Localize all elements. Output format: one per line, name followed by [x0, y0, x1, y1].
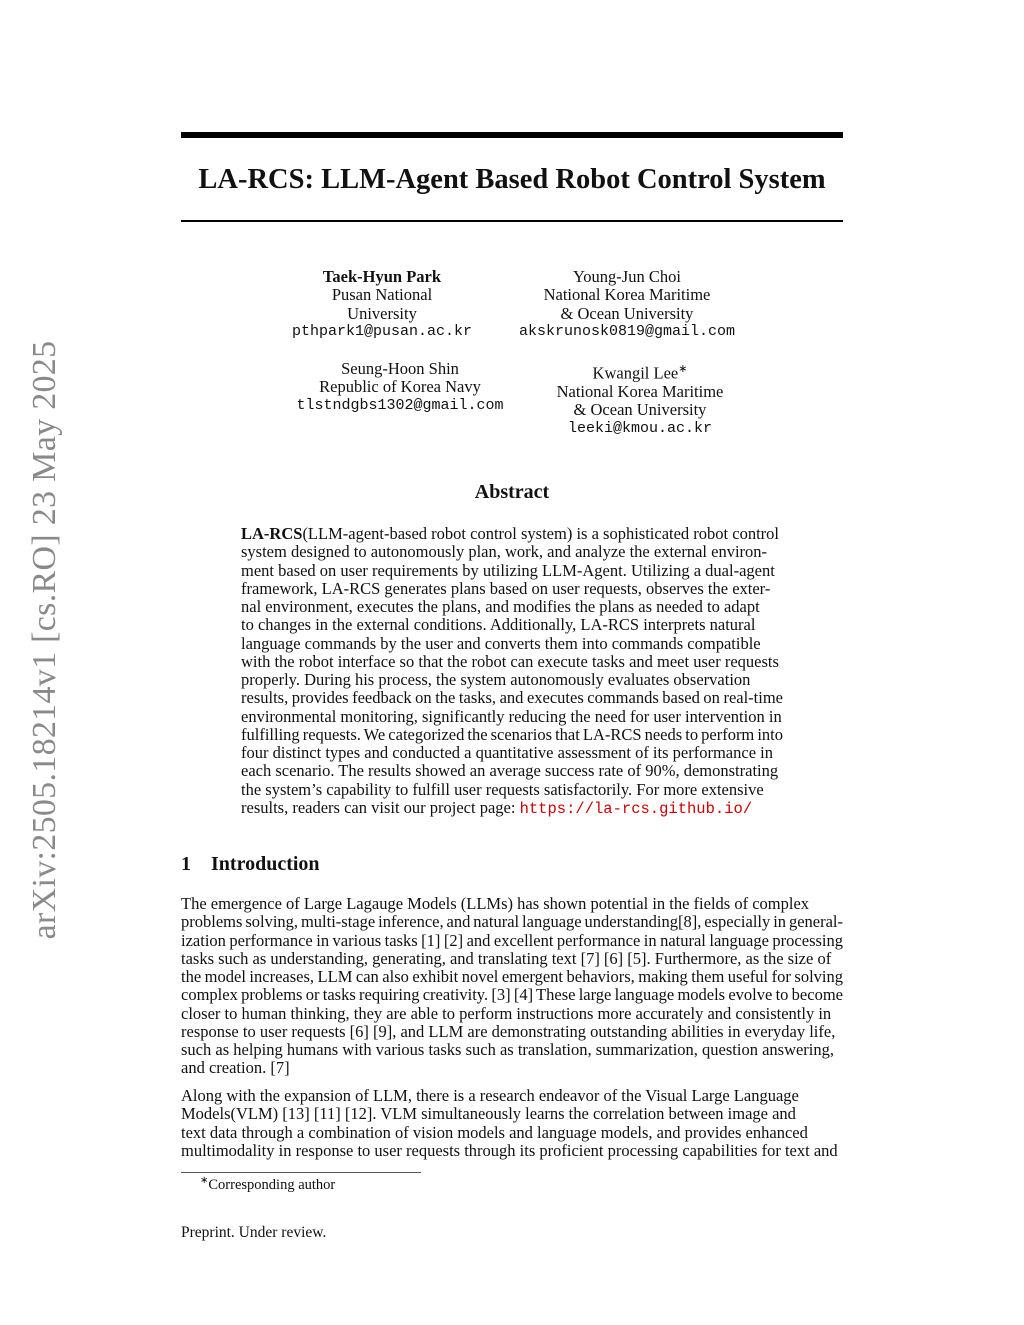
author-name: Seung-Hoon Shin [341, 359, 459, 378]
text-line [241, 708, 783, 726]
author-name: Young-Jun Choi [573, 267, 681, 286]
author-affiliation: Republic of Korea Navy [319, 377, 481, 397]
text-line: response to user requests [6] [9], and LLM are demonstrating outstanding abilities in everyday life, [181, 1021, 836, 1041]
text-line: such as helping humans with various tasks such as translation, summarization, question answering, [181, 1040, 835, 1060]
paragraph [181, 1087, 843, 1160]
text-line: closer to human thinking, they are able to perform instructions more accurately and consistently in [181, 1003, 832, 1023]
text-line: and creation. [7] [181, 1058, 290, 1078]
author-affiliation: University [347, 303, 417, 323]
author-name [557, 360, 724, 383]
author-affiliation: Pusan National [331, 285, 433, 305]
text-line: Along with the expansion of LLM, there is a research endeavor of the Visual Large Language [181, 1086, 799, 1105]
footnote [200, 1175, 335, 1194]
text-line [241, 635, 783, 653]
line-text: properly. During his process, the system autonomously evaluates observation [241, 670, 751, 690]
footnote-text: Corresponding author [208, 1176, 336, 1193]
text-line: text data through a combination of vision models and language models, and provides enhanced [181, 1122, 808, 1142]
footnote-rule [181, 1172, 421, 1173]
text-line: problems solving, multi-stage inference, and natural language understanding[8], especially in general- [181, 912, 843, 932]
text-line [241, 525, 783, 543]
line-text: the system’s capability to fulfill user requests satisfactorily. For more extensive [241, 779, 764, 799]
arxiv-identifier: arXiv:2505.18214v1 [cs.RO] 23 May 2025 [26, 340, 63, 940]
title-rule-bottom [181, 220, 843, 222]
line-text: language commands by the user and converts them into commands compatible [241, 633, 761, 653]
author-email[interactable]: pthpark1@pusan.ac.kr [291, 323, 473, 341]
line-text: to changes in the external conditions. Additionally, LA-RCS interprets natural [241, 615, 756, 635]
line-text: ment based on user requirements by utilizing LLM-Agent. Utilizing a dual-agent [241, 560, 775, 580]
author-name: Taek-Hyun Park [322, 267, 442, 286]
author-name-text: Kwangil Lee [592, 363, 679, 383]
text-line: ization performance in various tasks [1] [2] and excellent performance in natural language processing [181, 930, 843, 950]
text-line [241, 799, 783, 817]
text-line [241, 562, 783, 580]
line-text: results, provides feedback on the tasks, and executes commands based on real-time [241, 688, 783, 708]
line-text: each scenario. The results showed an average success rate of 90%, demonstrating [241, 761, 779, 781]
title-rule-top [181, 132, 843, 138]
section-number: 1 [181, 853, 191, 875]
text-line [241, 781, 783, 799]
author-block [296, 360, 503, 415]
section-heading [181, 853, 320, 876]
line-text: (LLM-agent-based robot control system) is a sophisticated robot control [302, 524, 779, 543]
line-text: environmental monitoring, significantly reducing the need for user intervention in [241, 706, 782, 726]
text-line: complex problems or tasks requiring creativity. [3] [4] These large language models evolve to become [181, 985, 843, 1005]
author-affiliation: National Korea Maritime [556, 381, 724, 401]
preprint-note: Preprint. Under review. [181, 1224, 327, 1241]
text-line [241, 598, 783, 616]
text-line [241, 653, 783, 671]
author-email[interactable]: tlstndgbs1302@gmail.com [296, 396, 504, 414]
author-block [292, 268, 472, 342]
line-text: four distinct types and conducted a quantitative assessment of its performance in [241, 743, 773, 763]
line-text: results, readers can visit our project page: [241, 797, 520, 817]
line-text: nal environment, executes the plans, and modifies the plans as needed to adapt [241, 597, 760, 617]
abstract-heading: Abstract [474, 481, 550, 503]
author-block [557, 360, 724, 438]
text-line [241, 671, 783, 689]
text-line [241, 744, 783, 762]
footnote-mark: ∗ [200, 1175, 209, 1186]
text-line [241, 689, 783, 707]
text-line: the model increases, LLM can also exhibit novel emergent behaviors, making them useful for solving [181, 967, 843, 987]
author-affiliation: & Ocean University [573, 400, 707, 420]
abstract-body [241, 525, 783, 817]
author-email[interactable]: akskrunosk0819@gmail.com [518, 323, 736, 341]
author-block [519, 268, 735, 342]
text-line: Models(VLM) [13] [11] [12]. VLM simultaneously learns the correlation between image and [181, 1104, 796, 1124]
author-affiliation: National Korea Maritime [543, 285, 711, 305]
author-affiliation: & Ocean University [560, 303, 694, 323]
text-line: The emergence of Large Lagauge Models (LLMs) has shown potential in the fields of complex [181, 894, 810, 913]
section-title: Introduction [211, 853, 320, 875]
text-line [241, 580, 783, 598]
text-line: multimodality in response to user requests through its proficient processing capabilities for text and [181, 1140, 838, 1160]
line-text: fulfilling requests. We categorized the scenarios that LA-RCS needs to perform into [241, 724, 783, 744]
abstract-lead: LA-RCS [241, 524, 303, 543]
text-line [241, 543, 783, 561]
paragraph [181, 895, 843, 1078]
author-email[interactable]: leeki@kmou.ac.kr [567, 419, 713, 437]
text-line [241, 726, 783, 744]
footnote-mark[interactable]: ∗ [678, 363, 688, 375]
line-text: with the robot interface so that the robot can execute tasks and meet user requests [241, 651, 779, 671]
project-page-link[interactable]: https://la-rcs.github.io/ [519, 799, 753, 818]
text-line [241, 616, 783, 634]
line-text: framework, LA-RCS generates plans based on user requests, observes the exter- [241, 578, 771, 598]
text-line: tasks such as understanding, generating, and translating text [7] [6] [5]. Furthermore, as the size of [181, 948, 832, 968]
line-text: system designed to autonomously plan, work, and analyze the external environ- [241, 542, 768, 562]
paper-title: LA-RCS: LLM-Agent Based Robot Control System [198, 164, 826, 195]
text-line [241, 762, 783, 780]
